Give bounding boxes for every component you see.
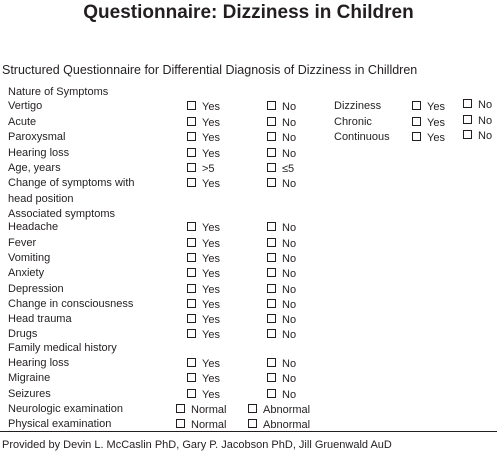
option-label: Yes [202, 222, 220, 234]
option-checkbox-2[interactable] [463, 130, 492, 142]
option-checkbox-1[interactable] [176, 419, 226, 431]
checkbox-icon[interactable] [267, 178, 276, 187]
question-label: Change of symptoms with [8, 177, 135, 189]
option-label: No [478, 99, 493, 111]
checkbox-icon[interactable] [267, 132, 276, 141]
option-label: No [282, 329, 297, 341]
question-label: Head trauma [8, 313, 72, 325]
checkbox-icon[interactable] [463, 130, 472, 139]
checkbox-icon[interactable] [187, 117, 196, 126]
checkbox-icon[interactable] [267, 314, 276, 323]
option-checkbox-1[interactable] [412, 101, 445, 113]
option-checkbox-2[interactable] [267, 222, 296, 234]
option-checkbox-1[interactable] [187, 373, 220, 385]
checkbox-icon[interactable] [248, 404, 257, 413]
option-checkbox-2[interactable] [267, 117, 296, 129]
option-label: Yes [202, 268, 220, 280]
option-label: Yes [202, 299, 220, 311]
option-label: No [282, 314, 297, 326]
checkbox-icon[interactable] [267, 163, 276, 172]
checkbox-icon[interactable] [187, 222, 196, 231]
option-checkbox-2[interactable] [267, 389, 296, 401]
option-label: Yes [427, 101, 445, 113]
option-label: No [282, 101, 297, 113]
question-label: Physical examination [8, 418, 112, 430]
section-heading-associated: Associated symptoms [8, 208, 115, 220]
checkbox-icon[interactable] [248, 419, 257, 428]
option-label: Yes [202, 389, 220, 401]
option-checkbox-2[interactable] [267, 373, 296, 385]
option-checkbox-2[interactable] [267, 268, 296, 280]
option-checkbox-1[interactable] [187, 389, 220, 401]
checkbox-icon[interactable] [187, 148, 196, 157]
question-label: Continuous [334, 131, 390, 143]
option-label: No [282, 148, 297, 160]
option-label: Yes [202, 178, 220, 190]
checkbox-icon[interactable] [187, 329, 196, 338]
checkbox-icon[interactable] [267, 329, 276, 338]
checkbox-icon[interactable] [187, 389, 196, 398]
option-label: No [282, 373, 297, 385]
checkbox-icon[interactable] [187, 238, 196, 247]
option-checkbox-2[interactable] [248, 419, 310, 431]
section-heading-nature: Nature of Symptoms [8, 86, 109, 98]
option-checkbox-1[interactable] [187, 253, 220, 265]
option-label: Yes [202, 284, 220, 296]
option-label: No [282, 117, 297, 129]
option-checkbox-1[interactable] [187, 117, 220, 129]
question-label: Age, years [8, 162, 61, 174]
question-label-continued: head position [8, 193, 74, 205]
question-label: Chronic [334, 116, 372, 128]
checkbox-icon[interactable] [267, 222, 276, 231]
question-label: Seizures [8, 388, 51, 400]
option-checkbox-1[interactable] [187, 178, 220, 190]
option-label: No [282, 238, 297, 250]
checkbox-icon[interactable] [187, 314, 196, 323]
option-label: No [282, 132, 297, 144]
option-label: No [478, 115, 493, 127]
section-heading-family: Family medical history [8, 342, 117, 354]
question-label: Acute [8, 116, 37, 128]
checkbox-icon[interactable] [187, 299, 196, 308]
option-checkbox-1[interactable] [187, 314, 220, 326]
option-label: No [282, 358, 297, 370]
checkbox-icon[interactable] [267, 299, 276, 308]
checkbox-icon[interactable] [412, 132, 421, 141]
option-label: Yes [202, 314, 220, 326]
checkbox-icon[interactable] [267, 373, 276, 382]
option-label: Yes [202, 148, 220, 160]
option-label: Abnormal [263, 419, 311, 431]
checkbox-icon[interactable] [267, 268, 276, 277]
option-checkbox-2[interactable] [267, 284, 296, 296]
option-checkbox-2[interactable] [248, 404, 310, 416]
checkbox-icon[interactable] [187, 101, 196, 110]
option-label: Abnormal [263, 404, 311, 416]
option-label: >5 [202, 163, 215, 175]
option-label: Yes [202, 238, 220, 250]
footer-divider [0, 431, 497, 432]
option-checkbox-1[interactable] [187, 163, 215, 175]
option-label: ≤5 [282, 163, 295, 175]
option-label: No [282, 222, 297, 234]
question-label: Anxiety [8, 267, 45, 279]
page-title: Questionnaire: Dizziness in Children [83, 2, 414, 23]
option-label: Yes [202, 373, 220, 385]
option-label: Yes [202, 329, 220, 341]
question-label: Hearing loss [8, 357, 70, 369]
option-checkbox-2[interactable] [463, 99, 492, 111]
option-checkbox-2[interactable] [267, 358, 296, 370]
checkbox-icon[interactable] [463, 99, 472, 108]
option-checkbox-2[interactable] [267, 148, 296, 160]
checkbox-icon[interactable] [176, 404, 185, 413]
option-label: Yes [202, 117, 220, 129]
option-label: No [282, 178, 297, 190]
checkbox-icon[interactable] [267, 148, 276, 157]
checkbox-icon[interactable] [187, 373, 196, 382]
question-label: Change in consciousness [8, 298, 134, 310]
option-checkbox-1[interactable] [187, 238, 220, 250]
questionnaire-subtitle: Structured Questionnaire for Differential Diagnosis of Dizziness in Chilldren [2, 63, 418, 77]
checkbox-icon[interactable] [187, 178, 196, 187]
checkbox-icon[interactable] [187, 358, 196, 367]
checkbox-icon[interactable] [187, 253, 196, 262]
question-label: Drugs [8, 328, 38, 340]
option-checkbox-1[interactable] [187, 222, 220, 234]
option-label: No [282, 389, 297, 401]
option-label: Yes [202, 101, 220, 113]
option-checkbox-1[interactable] [176, 404, 226, 416]
option-label: Yes [202, 253, 220, 265]
option-checkbox-1[interactable] [187, 358, 220, 370]
question-label: Vertigo [8, 100, 43, 112]
question-label: Migraine [8, 372, 51, 384]
option-checkbox-2[interactable] [267, 314, 296, 326]
checkbox-icon[interactable] [267, 238, 276, 247]
option-checkbox-2[interactable] [267, 299, 296, 311]
checkbox-icon[interactable] [187, 132, 196, 141]
option-checkbox-1[interactable] [187, 132, 220, 144]
checkbox-icon[interactable] [187, 268, 196, 277]
checkbox-icon[interactable] [463, 115, 472, 124]
option-label: Yes [427, 132, 445, 144]
footer-credit: Provided by Devin L. McCaslin PhD, Gary P. Jacobson PhD, Jill Gruenwald AuD [2, 439, 392, 451]
option-checkbox-1[interactable] [187, 299, 220, 311]
option-checkbox-1[interactable] [187, 101, 220, 113]
question-label: Neurologic examination [8, 403, 123, 415]
option-label: Yes [427, 117, 445, 129]
checkbox-icon[interactable] [176, 419, 185, 428]
option-label: No [282, 299, 297, 311]
checkbox-icon[interactable] [412, 101, 421, 110]
option-label: No [282, 268, 297, 280]
checkbox-icon[interactable] [267, 389, 276, 398]
question-label: Dizziness [334, 100, 382, 112]
option-label: No [282, 284, 297, 296]
option-checkbox-2[interactable] [267, 238, 296, 250]
question-label: Paroxysmal [8, 131, 66, 143]
question-label: Hearing loss [8, 147, 70, 159]
checkbox-icon[interactable] [187, 163, 196, 172]
option-checkbox-2[interactable] [267, 101, 296, 113]
option-checkbox-1[interactable] [187, 284, 220, 296]
option-checkbox-1[interactable] [412, 117, 445, 129]
checkbox-icon[interactable] [267, 253, 276, 262]
checkbox-icon[interactable] [267, 358, 276, 367]
option-label: No [478, 130, 493, 142]
question-label: Headache [8, 221, 59, 233]
option-checkbox-2[interactable] [267, 178, 296, 190]
option-checkbox-2[interactable] [267, 329, 296, 341]
checkbox-icon[interactable] [267, 284, 276, 293]
checkbox-icon[interactable] [187, 284, 196, 293]
checkbox-icon[interactable] [412, 117, 421, 126]
checkbox-icon[interactable] [267, 101, 276, 110]
option-label: Yes [202, 358, 220, 370]
question-label: Depression [8, 283, 64, 295]
checkbox-icon[interactable] [267, 117, 276, 126]
option-checkbox-2[interactable] [267, 253, 296, 265]
option-checkbox-1[interactable] [412, 132, 445, 144]
option-checkbox-2[interactable] [463, 115, 492, 127]
option-checkbox-1[interactable] [187, 268, 220, 280]
option-label: Yes [202, 132, 220, 144]
option-checkbox-1[interactable] [187, 329, 220, 341]
question-label: Vomiting [8, 252, 51, 264]
option-checkbox-1[interactable] [187, 148, 220, 160]
option-label: Normal [191, 404, 227, 416]
option-label: No [282, 253, 297, 265]
question-label: Fever [8, 237, 37, 249]
option-checkbox-2[interactable] [267, 132, 296, 144]
option-label: Normal [191, 419, 227, 431]
option-checkbox-2[interactable] [267, 163, 294, 175]
